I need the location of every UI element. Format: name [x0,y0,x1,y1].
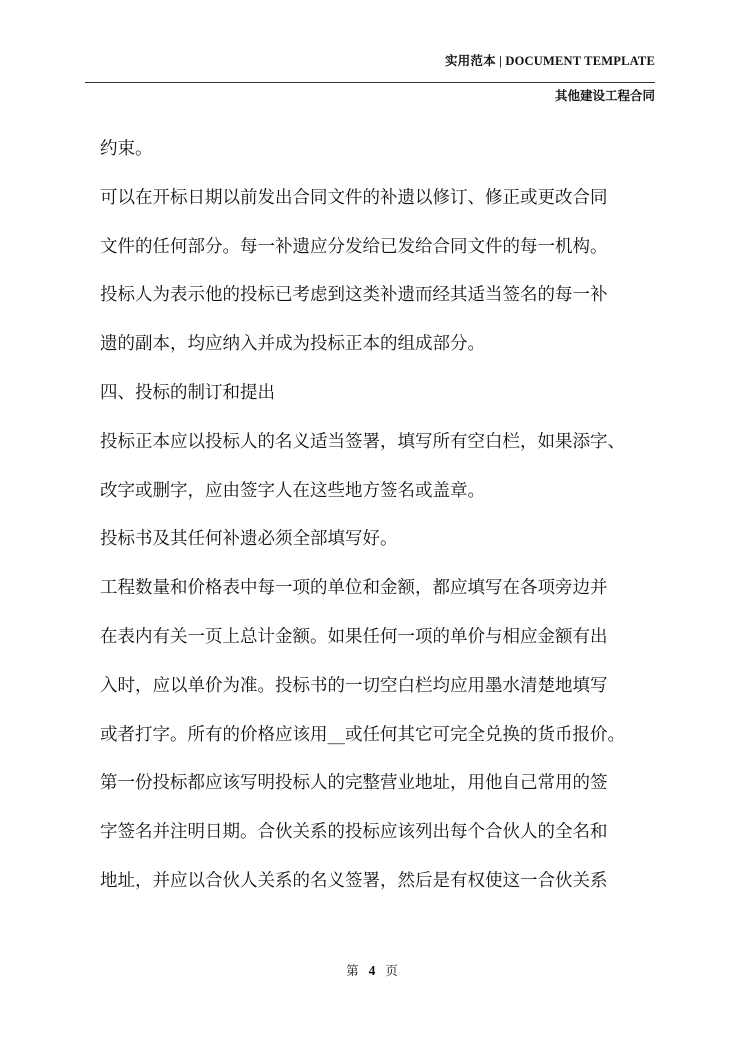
body-line: 在表内有关一页上总计金额。如果任何一项的单价与相应金额有出 [100,626,608,647]
body-line: 字签名并注明日期。合伙关系的投标应该列出每个合伙人的全名和 [100,822,608,843]
page-number: 4 [368,963,376,978]
body-line: 地址，并应以合伙人关系的名义签署，然后是有权使这一合伙关系 [100,870,608,891]
body-line: 可以在开标日期以前发出合同文件的补遗以修订、修正或更改合同 [100,187,608,208]
document-body [100,138,660,919]
body-line: 约束。 [100,139,153,159]
page-footer [0,963,744,979]
header-brand: 实用范本 | DOCUMENT TEMPLATE [444,54,655,68]
body-line: 或者打字。所有的价格应该用__或任何其它可完全兑换的货币报价。 [100,724,625,745]
body-line: 遗的副本，均应纳入并成为投标正本的组成部分。 [100,334,485,355]
header-divider [85,82,655,83]
body-line: 入时，应以单价为准。投标书的一切空白栏均应用墨水清楚地填写 [100,675,608,696]
body-line: 工程数量和价格表中每一项的单位和金额，都应填写在各项旁边并 [100,578,608,599]
header-document-title: 其他建设工程合同 [554,88,655,103]
body-line: 投标书及其任何补遗必须全部填写好。 [100,529,398,550]
page-number-prefix: 第 [346,963,359,978]
body-line: 投标人为表示他的投标已考虑到这类补遗而经其适当签名的每一补 [100,285,608,306]
body-line: 改字或删字，应由签字人在这些地方签名或盖章。 [100,480,485,501]
page-header [95,50,655,106]
page-number-suffix: 页 [385,963,398,978]
body-line: 文件的任何部分。每一补遗应分发给已发给合同文件的每一机构。 [100,236,608,257]
body-line: 投标正本应以投标人的名义适当签署，填写所有空白栏，如果添字、 [100,431,625,452]
body-line: 第一份投标都应该写明投标人的完整营业地址，用他自己常用的签 [100,773,608,794]
section-heading: 四、投标的制订和提出 [100,382,275,403]
